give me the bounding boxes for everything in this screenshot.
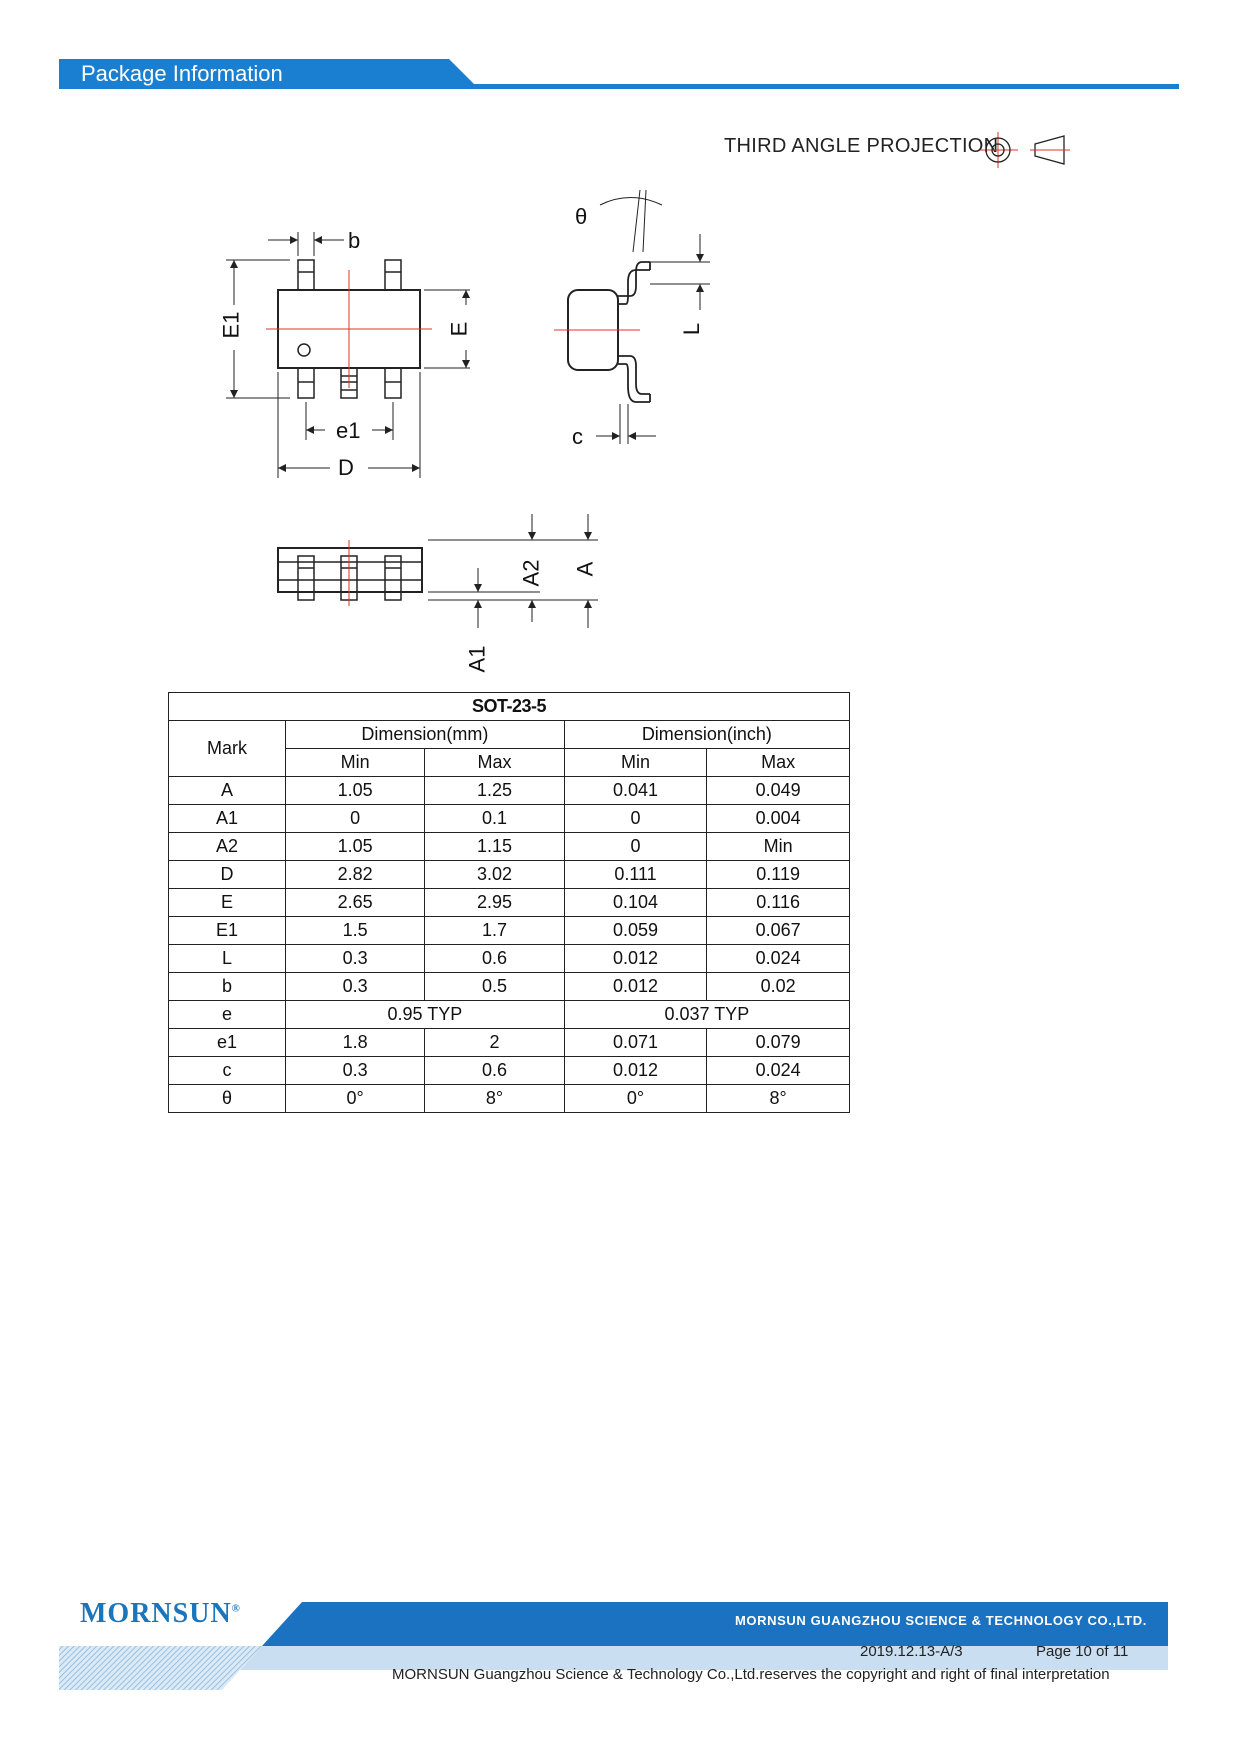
inch-header: Dimension(inch)	[564, 721, 849, 749]
table-cell: b	[169, 973, 286, 1001]
table-cell: 0.049	[707, 777, 850, 805]
table-cell: 0.111	[564, 861, 707, 889]
table-cell: 1.7	[425, 917, 564, 945]
mm-min-header: Min	[286, 749, 425, 777]
table-cell: 8°	[707, 1085, 850, 1113]
footer-company: MORNSUN GUANGZHOU SCIENCE & TECHNOLOGY CO.,LTD.	[735, 1613, 1147, 1628]
table-cell: 0.041	[564, 777, 707, 805]
dim-b-label: b	[348, 228, 361, 253]
table-cell: e	[169, 1001, 286, 1029]
mm-max-header: Max	[425, 749, 564, 777]
table-cell: E	[169, 889, 286, 917]
table-cell: 0.119	[707, 861, 850, 889]
table-cell: 0.95 TYP	[286, 1001, 565, 1029]
table-cell: 0.079	[707, 1029, 850, 1057]
dim-e1-vertical-label: E1	[218, 311, 244, 339]
table-cell: A1	[169, 805, 286, 833]
table-cell: 0°	[564, 1085, 707, 1113]
table-cell: 0.037 TYP	[564, 1001, 849, 1029]
table-cell: 1.05	[286, 777, 425, 805]
table-cell: 0.067	[707, 917, 850, 945]
table-cell: 0	[286, 805, 425, 833]
footer-copyright: MORNSUN Guangzhou Science & Technology Co.,Ltd.reserves the copyright and right of final interpretation	[392, 1666, 1110, 1683]
table-cell: 0.012	[564, 945, 707, 973]
table-cell: L	[169, 945, 286, 973]
table-cell: 0.3	[286, 1057, 425, 1085]
table-cell: 1.8	[286, 1029, 425, 1057]
table-cell: 0.02	[707, 973, 850, 1001]
dim-e-label: E	[446, 321, 472, 337]
table-cell: 2.82	[286, 861, 425, 889]
inch-min-header: Min	[564, 749, 707, 777]
projection-label: THIRD ANGLE PROJECTION	[724, 135, 999, 157]
mm-header: Dimension(mm)	[286, 721, 565, 749]
company-logo: MORNSUN®	[80, 1598, 241, 1629]
table-cell: θ	[169, 1085, 286, 1113]
table-cell: A2	[169, 833, 286, 861]
table-cell: 0.004	[707, 805, 850, 833]
table-cell: 0.012	[564, 1057, 707, 1085]
table-cell: 0	[564, 805, 707, 833]
table-cell: 0.059	[564, 917, 707, 945]
table-cell: 2.95	[425, 889, 564, 917]
dim-theta-label: θ	[575, 204, 588, 229]
table-cell: 0.1	[425, 805, 564, 833]
table-title: SOT-23-5	[169, 693, 850, 721]
dim-c-label: c	[572, 424, 583, 449]
table-cell: E1	[169, 917, 286, 945]
table-cell: 0.3	[286, 945, 425, 973]
table-cell: 1.25	[425, 777, 564, 805]
dim-d-label: D	[338, 455, 354, 480]
table-cell: Min	[707, 833, 850, 861]
table-cell: 0.3	[286, 973, 425, 1001]
footer-page-number: Page 10 of 11	[1036, 1643, 1129, 1660]
table-cell: 2.65	[286, 889, 425, 917]
table-cell: 0.071	[564, 1029, 707, 1057]
table-cell: 0.012	[564, 973, 707, 1001]
table-cell: 0.6	[425, 1057, 564, 1085]
table-cell: 0	[564, 833, 707, 861]
table-cell: 0.104	[564, 889, 707, 917]
table-cell: c	[169, 1057, 286, 1085]
table-cell: A	[169, 777, 286, 805]
table-cell: 3.02	[425, 861, 564, 889]
table-cell: 1.15	[425, 833, 564, 861]
table-cell: 1.5	[286, 917, 425, 945]
dim-a2-label: A2	[518, 559, 544, 587]
page-title: Package Information	[81, 61, 283, 86]
dim-a-label: A	[572, 561, 598, 577]
table-cell: 0.5	[425, 973, 564, 1001]
table-cell: 0.024	[707, 1057, 850, 1085]
inch-max-header: Max	[707, 749, 850, 777]
dim-l-label: L	[679, 322, 705, 336]
table-cell: D	[169, 861, 286, 889]
footer-date: 2019.12.13-A/3	[860, 1643, 963, 1660]
dim-a1-label: A1	[464, 645, 490, 673]
table-cell: 1.05	[286, 833, 425, 861]
table-cell: 2	[425, 1029, 564, 1057]
mark-header: Mark	[169, 721, 286, 777]
table-cell: e1	[169, 1029, 286, 1057]
table-cell: 0.6	[425, 945, 564, 973]
dim-e1-label: e1	[336, 418, 361, 443]
table-cell: 0.024	[707, 945, 850, 973]
table-cell: 8°	[425, 1085, 564, 1113]
table-cell: 0°	[286, 1085, 425, 1113]
table-cell: 0.116	[707, 889, 850, 917]
